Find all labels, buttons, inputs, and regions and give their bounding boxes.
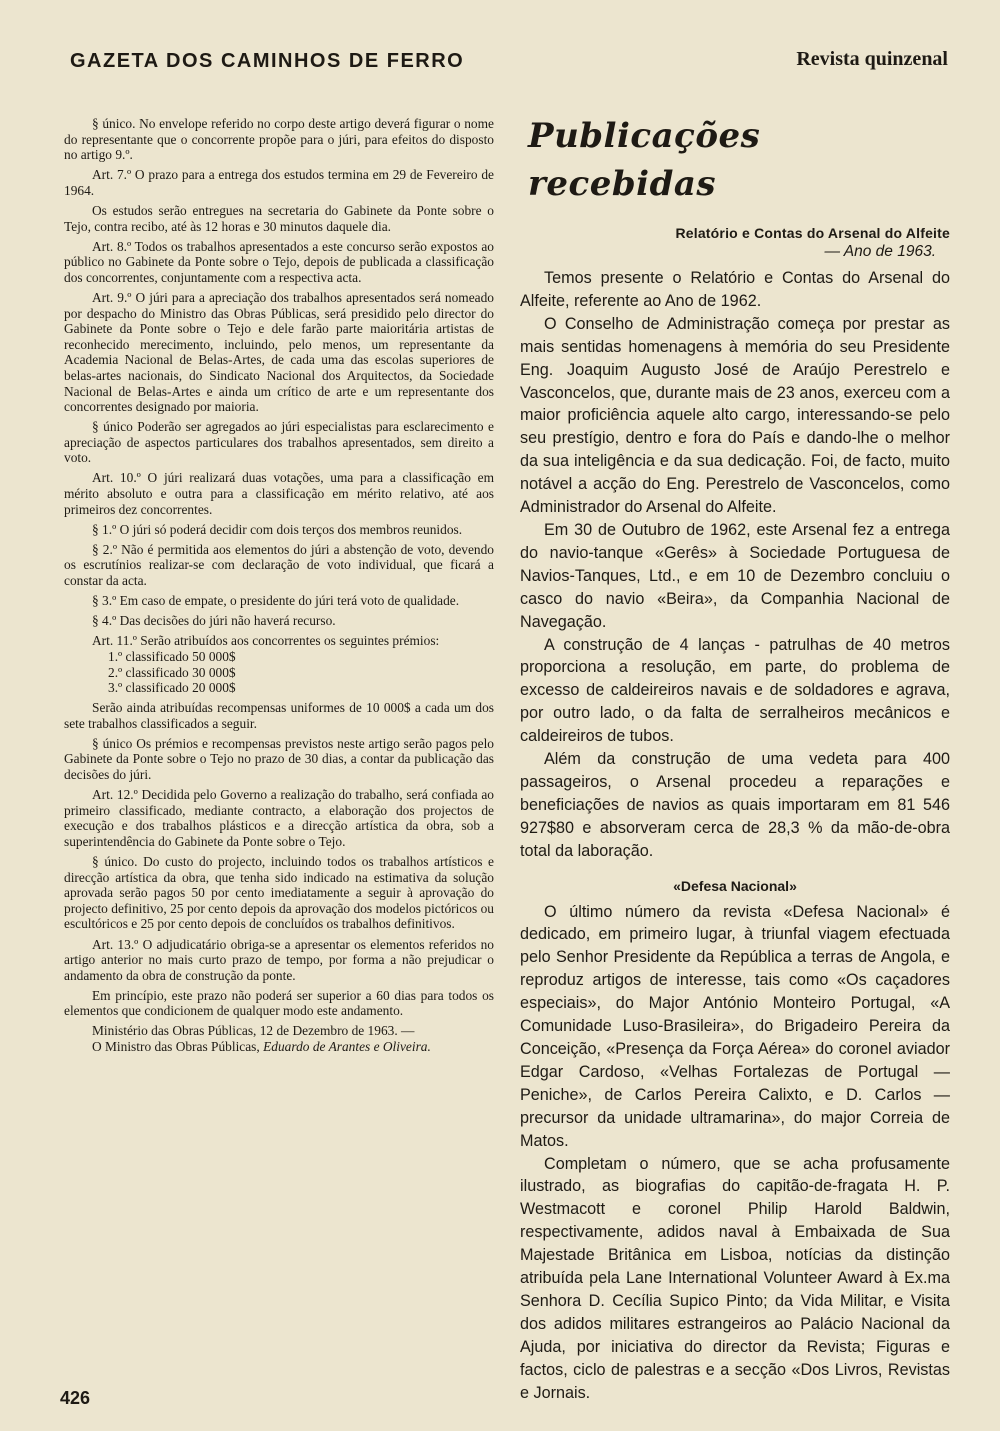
paragraph: O Conselho de Administração começa por prestar as mais sentidas homenagens à memória do seu Presidente Eng. Joaquim Augusto José de Araújo Perestrelo e Vasconcelos, que, durante mais de 23 anos, exerceu com a maior proficiência aquele alto cargo, interessando-se pelo seu prestígio, dentro e fora do País e dando-lhe o melhor da sua inteligência e da sua dedicação. Foi, de facto, muito notável a acção do Eng. Perestrelo de Vasconcelos, como Administrador do Arsenal do Alfeite. — [520, 314, 950, 517]
paragraph: § único Os prémios e recompensas previstos neste artigo serão pagos pelo Gabinete da Ponte sobre o Tejo no prazo de 30 dias, a contar da publicação das decisões do júri. — [64, 735, 494, 783]
article-title: Relatório e Contas do Arsenal do Alfeite — [675, 225, 950, 241]
article-title: «Defesa Nacional» — [673, 877, 797, 894]
paragraph: § 3.º Em caso de empate, o presidente do júri terá voto de qualidade. — [92, 593, 460, 609]
journal-subtitle: Revista quinzenal — [796, 48, 948, 70]
right-column — [520, 112, 950, 1405]
paragraph: Além da construção de uma vedeta para 400 passageiros, o Arsenal procedeu a reparações e beneficiações de navios as quais importaram em 81 546 927$80 e absorveram cerca de 28,3 % da mão-de-obra total da laboração. — [520, 750, 950, 860]
prize-item: 2.º classificado 30 000$ — [108, 664, 236, 680]
journal-title: GAZETA DOS CAMINHOS DE FERRO — [70, 50, 465, 72]
paragraph: Serão ainda atribuídas recompensas uniformes de 10 000$ a cada um dos sete trabalhos classificados a seguir. — [64, 700, 494, 731]
paragraph: § 4.º Das decisões do júri não haverá recurso. — [92, 613, 336, 629]
page-number: 426 — [60, 1388, 91, 1408]
section-heading: Publicações recebidas — [528, 116, 761, 204]
paragraph: Art. 11.º Serão atribuídos aos concorrentes os seguintes prémios: — [92, 633, 440, 649]
signature-prefix: O Ministro das Obras Públicas, — [92, 1039, 260, 1055]
signature-name: Eduardo de Arantes e Oliveira. — [263, 1039, 431, 1055]
paragraph: Art. 12.º Decidida pelo Governo a realização do trabalho, será confiada ao primeiro classificado, mediante contracto, a elaboração dos projectos de execução e dos trabalhos plásticos e a direcção artística da obra, sob a superintendência do Gabinete da Ponte sobre o Tejo. — [64, 787, 494, 849]
paragraph: Art. 8.º Todos os trabalhos apresentados a este concurso serão expostos ao público no Gabinete da Ponte sobre o Tejo, depois de publicada a classificação dos concorrentes, conjuntamente com a respectiva acta. — [64, 238, 494, 285]
paragraph: § 1.º O júri só poderá decidir com dois terços dos membros reunidos. — [92, 521, 463, 537]
paragraph: Art. 9.º O júri para a apreciação dos trabalhos apresentados será nomeado por despacho do Ministro das Obras Públicas, será presidido pelo director do Gabinete da Ponte sobre o Tejo e dele farão parte maioritária artistas de reconhecido merecimento, incluindo, pelo menos, um representante da Academia Nacional de Belas-Artes, de cada uma das escolas superiores de belas-artes nacionais, do Sindicato Nacional dos Arquitectos, da Sociedade Nacional de Belas-Artes e ainda um crítico de arte e um representante dos concorrentes designado por maioria. — [64, 289, 494, 415]
paragraph: Completam o número, que se acha profusamente ilustrado, as biografias do capitão-de-fragata H. P. Westmacott e coronel Philip Harold Baldwin, respectivamente, adidos naval à Embaixada de Sua Majestade Britânica em Lisboa, notícias da distinção atribuída pela Lane International Volunteer Award à Ex.ma Senhora D. Cecília Supico Pinto; da Vida Militar, e Visita dos adidos militares estrangeiros ao Palácio Nacional da Ajuda, por iniciativa do director da Revista; Figuras e factos, ciclo de palestras e a secção «Dos Livros, Revistas e Jornais. — [520, 1154, 950, 1402]
paragraph: § 2.º Não é permitida aos elementos do júri a abstenção de voto, devendo os escrutínios realizar-se com declaração de voto individual, que ficará a constar da acta. — [64, 541, 494, 589]
paragraph: Em 30 de Outubro de 1962, este Arsenal fez a entrega do navio-tanque «Gerês» à Sociedade Portuguesa de Navios-Tanques, Ltd., e em 10 de Dezembro concluiu o casco do navio «Beira», da Companhia Nacional de Navegação. — [520, 520, 950, 631]
paragraph: Temos presente o Relatório e Contas do Arsenal do Alfeite, referente ao Ano de 1962. — [520, 269, 950, 310]
paragraph: Ministério das Obras Públicas, 12 de Dezembro de 1963. — — [92, 1023, 415, 1039]
prize-item: 1.º classificado 50 000$ — [108, 648, 236, 664]
paragraph: O último número da revista «Defesa Nacional» é dedicado, em primeiro lugar, à triunfal viagem efectuada pelo Senhor Presidente da República a terras de Angola, e reproduz artigos de interesse, tais como «Os caçadores especiais», do Major António Monteiro Portugal, «A Comunidade Luso-Brasileira», do Brigadeiro Pereira da Conceição, «Presença da Força Aérea» do coronel aviador Edgar Cardoso, «Velhas Fortalezas de Portugal — Peniche», de Carlos Pereira Calixto, e D. Carlos — precursor da unidade ultramarina», do major Correia de Matos. — [520, 902, 950, 1150]
signature-line — [64, 1039, 494, 1055]
paragraph: § único. No envelope referido no corpo deste artigo deverá figurar o nome do representante que o concorrente propõe para o júri, para efeitos do disposto no artigo 9.º. — [64, 116, 494, 163]
left-column — [64, 116, 494, 1059]
paragraph: § único. Do custo do projecto, incluindo todos os trabalhos artísticos e direcção artística da obra, que tenha sido indicado na estimativa da solução aprovada serão pagos 50 por cento imediatamente a seguir à aprovação do projecto definitivo, 25 por cento depois da aprovação dos modelos pictóricos ou escultóricos e 25 por cento depois de concluídos os trabalhos definitivos. — [64, 854, 494, 932]
paragraph: Art. 7.º O prazo para a entrega dos estudos termina em 29 de Fevereiro de 1964. — [64, 167, 494, 198]
prize-item: 3.º classificado 20 000$ — [108, 680, 236, 696]
paragraph: § único Poderão ser agregados ao júri especialistas para esclarecimento e apreciação de aspectos particulares dos trabalhos apresentados, sem direito a voto. — [64, 419, 494, 466]
paragraph: Em princípio, este prazo não poderá ser superior a 60 dias para todos os elementos que condicionem de qualquer modo este andamento. — [64, 987, 494, 1019]
paragraph: A construção de 4 lanças - patrulhas de 40 metros proporciona a resolução, em parte, do problema de excesso de caldeireiros navais e de soldadores e agrava, por outro lado, o da falta de serralheiros mecânicos e caldeireiros de tubos. — [520, 635, 950, 746]
article-subtitle: — Ano de 1963. — [824, 243, 936, 260]
paragraph: Os estudos serão entregues na secretaria do Gabinete da Ponte sobre o Tejo, contra recibo, até às 12 horas e 30 minutos daquele dia. — [64, 202, 494, 234]
paragraph: Art. 10.º O júri realizará duas votações, uma para a classificação em mérito absoluto e outra para a classificação em mérito relativo, até aos primeiros dez concorrentes. — [64, 470, 494, 517]
paragraph: Art. 13.º O adjudicatário obriga-se a apresentar os elementos referidos no artigo anterior no mais curto prazo de tempo, por forma a não prejudicar o andamento da obra de construção da ponte. — [64, 936, 494, 983]
